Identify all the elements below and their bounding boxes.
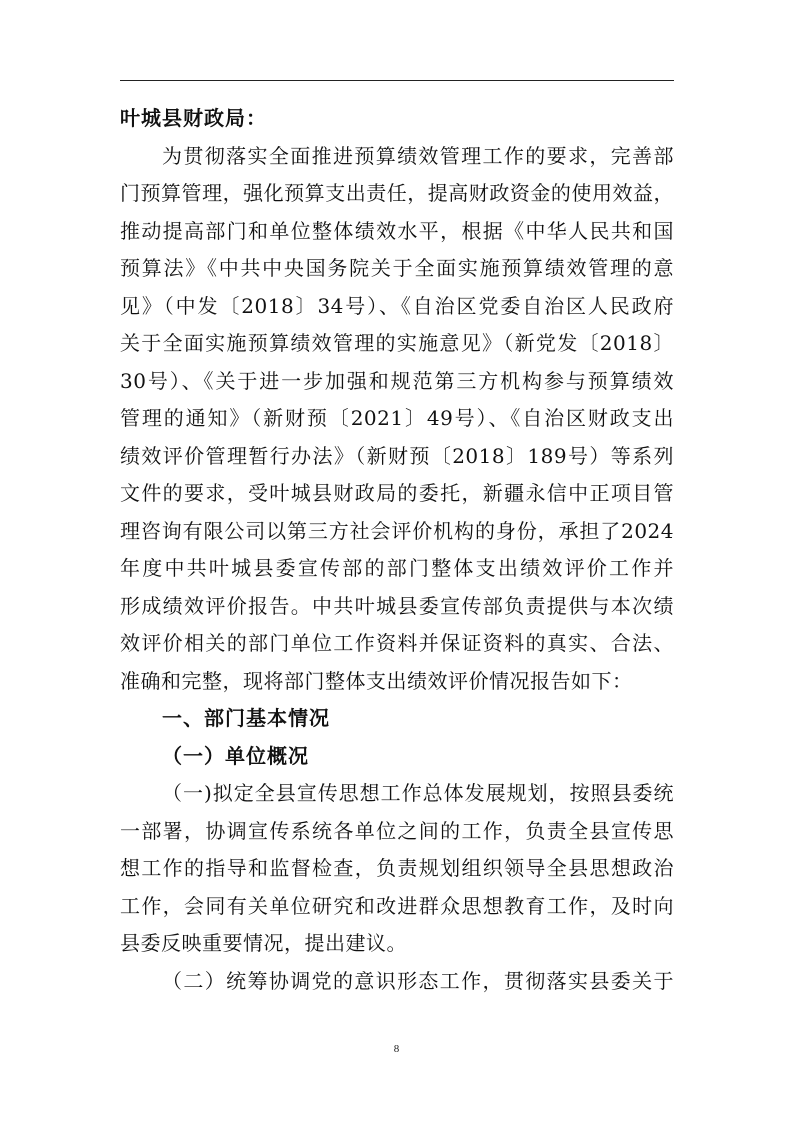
duty-line: （一)拟定全县宣传思想工作总体发展规划，按照县委统 — [162, 781, 674, 805]
intro-line: 30号）、《关于进一步加强和规范第三方机构参与预算绩效 — [120, 368, 674, 393]
section-heading-1: 一、部门基本情况 — [162, 706, 330, 730]
document-body — [120, 100, 674, 1000]
intro-line: 理咨询有限公司以第三方社会评价机构的身份，承担了2024 — [120, 518, 674, 543]
intro-line: 门预算管理，强化预算支出责任，提高财政资金的使用效益， — [120, 181, 674, 205]
intro-line: 形成绩效评价报告。中共叶城县委宣传部负责提供与本次绩 — [120, 593, 674, 618]
intro-line: 关于全面实施预算绩效管理的实施意见》（新党发〔2018〕 — [120, 331, 674, 355]
intro-line: 管理的通知》（新财预〔2021〕49号）、《自治区财政支出 — [120, 406, 674, 430]
header-rule — [120, 80, 674, 81]
page-number: 8 — [393, 1043, 400, 1055]
intro-line: 准确和完整，现将部门整体支出绩效评价情况报告如下： — [120, 668, 633, 693]
intro-line: 年度中共叶城县委宣传部的部门整体支出绩效评价工作并 — [120, 556, 674, 580]
duty-line: 一部署，协调宣传系统各单位之间的工作，负责全县宣传思 — [120, 818, 674, 843]
section-heading-2: （一）单位概况 — [162, 743, 309, 768]
intro-line: 效评价相关的部门单位工作资料并保证资料的真实、合法、 — [120, 631, 674, 655]
duty-line: （二）统筹协调党的意识形态工作，贯彻落实县委关于 — [162, 968, 674, 993]
duty-line: 想工作的指导和监督检查，负责规划组织领导全县思想政治 — [120, 856, 674, 880]
intro-line: 绩效评价管理暂行办法》（新财预〔2018〕189号）等系列 — [120, 443, 674, 468]
intro-line: 推动提高部门和单位整体绩效水平，根据《中华人民共和国 — [120, 218, 674, 243]
duty-1-paragraph — [120, 775, 674, 963]
duty-line: 工作，会同有关单位研究和改进群众思想教育工作，及时向 — [120, 893, 674, 918]
intro-line: 见》（中发〔2018〕34号）、《自治区党委自治区人民政府 — [120, 293, 674, 318]
duty-2-paragraph — [120, 963, 674, 1001]
intro-paragraph — [120, 138, 674, 701]
intro-line: 文件的要求，受叶城县财政局的委托，新疆永信中正项目管 — [120, 481, 674, 505]
salutation: 叶城县财政局： — [120, 106, 267, 130]
duty-line: 县委反映重要情况，提出建议。 — [120, 931, 407, 955]
intro-line: 为贯彻落实全面推进预算绩效管理工作的要求，完善部 — [162, 143, 674, 168]
intro-line: 预算法》《中共中央国务院关于全面实施预算绩效管理的意 — [120, 256, 674, 280]
